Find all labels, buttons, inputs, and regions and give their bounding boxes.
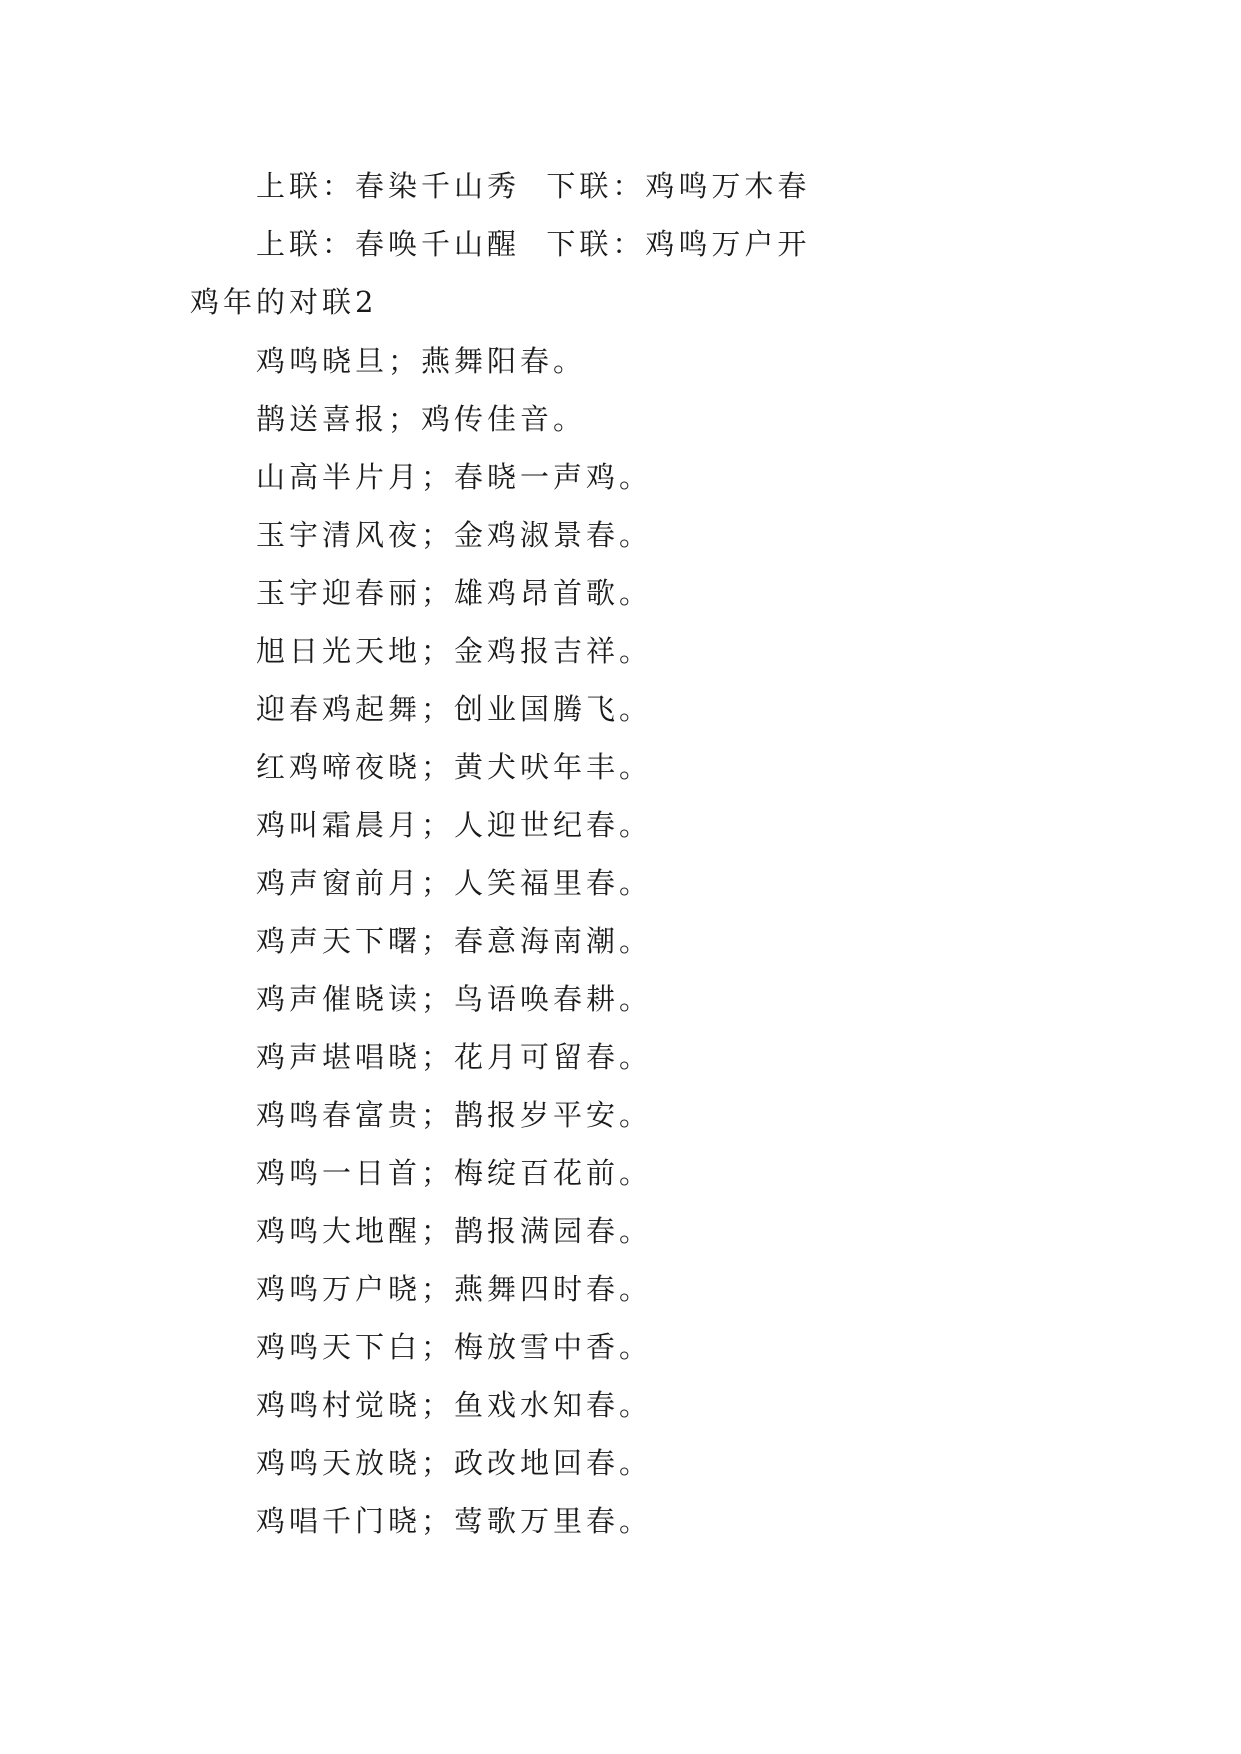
couplet-line: 鸡鸣晓旦；燕舞阳春。: [256, 344, 587, 378]
couplet-pair-line: 上联：春染千山秀 下联：鸡鸣万木春: [256, 169, 811, 203]
couplet-line: 鸡声天下曙；春意海南潮。: [256, 924, 653, 958]
couplet-line: 鹊送喜报；鸡传佳音。: [256, 402, 587, 436]
section-heading: 鸡年的对联2: [190, 285, 378, 319]
couplet-pair-line: 上联：春唤千山醒 下联：鸡鸣万户开: [256, 227, 811, 261]
couplet-line: 鸡鸣春富贵；鹊报岁平安。: [256, 1098, 653, 1132]
couplet-line: 鸡声窗前月；人笑福里春。: [256, 866, 653, 900]
couplet-line: 鸡鸣一日首；梅绽百花前。: [256, 1156, 653, 1190]
couplet-line: 鸡鸣天下白；梅放雪中香。: [256, 1330, 653, 1364]
couplet-line: 鸡鸣村觉晓；鱼戏水知春。: [256, 1388, 653, 1422]
couplet-line: 鸡鸣天放晓；政改地回春。: [256, 1446, 653, 1480]
couplet-line: 红鸡啼夜晓；黄犬吠年丰。: [256, 750, 653, 784]
couplet-line: 迎春鸡起舞；创业国腾飞。: [256, 692, 653, 726]
couplet-line: 鸡叫霜晨月；人迎世纪春。: [256, 808, 653, 842]
couplet-line: 山高半片月；春晓一声鸡。: [256, 460, 653, 494]
couplet-line: 鸡声催晓读；鸟语唤春耕。: [256, 982, 653, 1016]
couplet-line: 鸡声堪唱晓；花月可留春。: [256, 1040, 653, 1074]
couplet-line: 鸡鸣万户晓；燕舞四时春。: [256, 1272, 653, 1306]
couplet-line: 鸡唱千门晓；莺歌万里春。: [256, 1504, 653, 1538]
couplet-line: 旭日光天地；金鸡报吉祥。: [256, 634, 653, 668]
couplet-line: 玉宇清风夜；金鸡淑景春。: [256, 518, 653, 552]
couplet-line: 鸡鸣大地醒；鹊报满园春。: [256, 1214, 653, 1248]
couplet-line: 玉宇迎春丽；雄鸡昂首歌。: [256, 576, 653, 610]
